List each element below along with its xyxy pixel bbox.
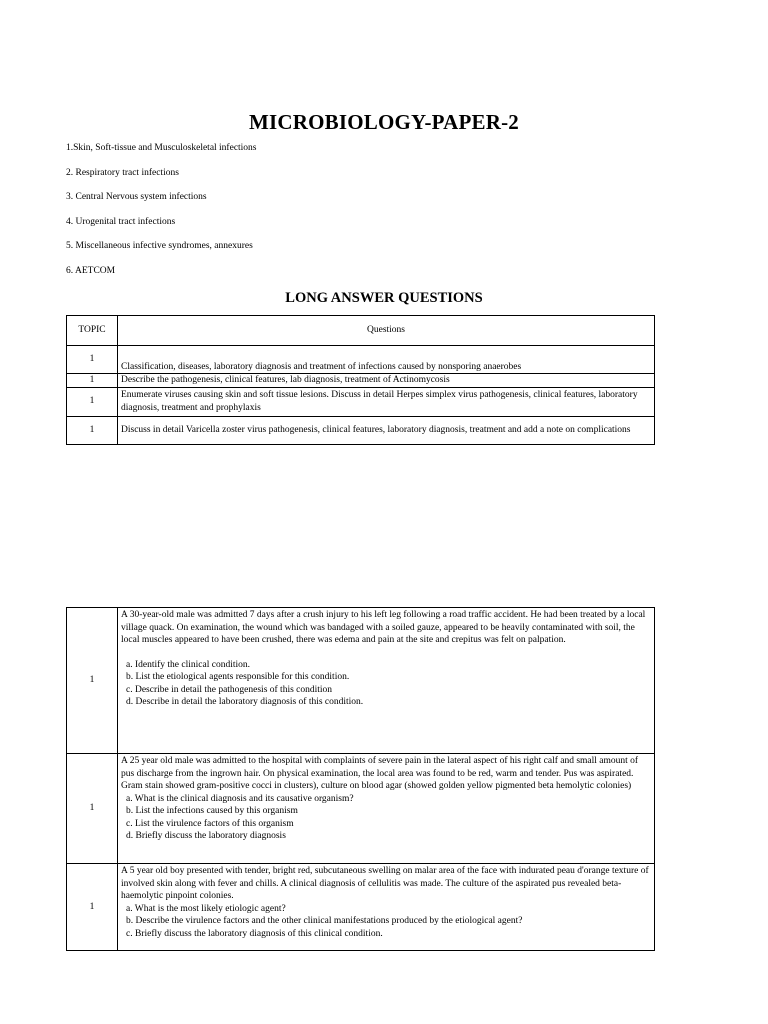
question-item: c. List the virulence factors of this organism: [126, 818, 294, 829]
page-title: MICROBIOLOGY-PAPER-2: [248, 110, 519, 134]
question-item: a. What is the clinical diagnosis and its causative organism?: [126, 793, 354, 804]
topic-item: 1.Skin, Soft-tissue and Musculoskeletal infections: [66, 143, 257, 153]
column-header-topic: TOPIC: [67, 316, 118, 346]
case-text: A 25 year old male was admitted to the hospital with complaints of severe pain in the lateral aspect of his right calf and small amount of pus discharge from the ingrown hair. On physical examination, the local area was found to be red, warm and tender. Pus was aspirated. Gram stain showed gram-positive cocci in clusters), culture on blood agar (showed golden yellow pigmented beta hemolytic colonies): [121, 756, 639, 791]
table-row: [67, 374, 655, 388]
case-row: [67, 608, 655, 754]
question-item: b. Describe the virulence factors and the other clinical manifestations produced by the etiological agent?: [126, 916, 523, 926]
topic-cell: 1: [67, 864, 118, 951]
question-cell: Classification, diseases, laboratory diagnosis and treatment of infections caused by nonsporing anaerobes: [118, 346, 655, 374]
question-list: [121, 659, 651, 709]
topic-list: [66, 142, 257, 290]
question-item: a. What is the most likely etiologic agent?: [126, 903, 286, 914]
topic-item: 5. Miscellaneous infective syndromes, annexures: [66, 241, 253, 252]
long-answer-table: [66, 315, 655, 445]
question-list: [121, 793, 651, 843]
question-item: b. List the etiological agents responsible for this condition.: [126, 672, 350, 682]
topic-cell: 1: [67, 416, 118, 444]
question-cell: Describe the pathogenesis, clinical features, lab diagnosis, treatment of Actinomycosis: [118, 374, 655, 388]
case-cell: [118, 754, 655, 864]
question-item: a. Identify the clinical condition.: [126, 659, 250, 670]
case-text: A 30-year-old male was admitted 7 days after a crush injury to his left leg following a road traffic accident. He had been treated by a local village quack. On examination, the wound which was bandaged with a soiled gauze, appeared to be heavily contaminated with soil, the local muscles appeared to have been crushed, there was edema and pain at the site and crepitus was felt on palpation.: [121, 610, 646, 645]
topic-cell: 1: [67, 387, 118, 416]
question-cell: Discuss in detail Varicella zoster virus pathogenesis, clinical features, laboratory diagnosis, treatment and add a note on complications: [118, 416, 655, 444]
topic-cell: 1: [67, 374, 118, 388]
question-item: d. Describe in detail the laboratory diagnosis of this condition.: [126, 697, 364, 707]
question-item: d. Briefly discuss the laboratory diagnosis: [126, 831, 286, 841]
column-header-questions: Questions: [118, 316, 655, 346]
table-row: [67, 387, 655, 416]
table-row: [67, 346, 655, 374]
question-cell: Enumerate viruses causing skin and soft tissue lesions. Discuss in detail Herpes simplex virus pathogenesis, clinical features, laboratory diagnosis, treatment and prophylaxis: [118, 387, 655, 416]
question-list: [121, 903, 651, 941]
case-cell: [118, 864, 655, 951]
topic-item: 4. Urogenital tract infections: [66, 216, 176, 227]
table-row: [67, 416, 655, 444]
question-item: c. Briefly discuss the laboratory diagnosis of this clinical condition.: [126, 928, 383, 939]
long-answer-heading: LONG ANSWER QUESTIONS: [285, 290, 483, 306]
question-item: b. List the infections caused by this organism: [126, 806, 298, 816]
topic-cell: 1: [67, 608, 118, 754]
table-header-row: [67, 316, 655, 346]
case-text: A 5 year old boy presented with tender, bright red, subcutaneous swelling on malar area of the face with indurated peau d'orange texture of involved skin along with fever and chills. A clinical diagnosis of cellulitis was made. The culture of the aspirated pus revealed beta-haemolytic pinpoint colonies.: [121, 866, 649, 901]
spacer: [121, 647, 651, 659]
topic-item: 6. AETCOM: [66, 265, 116, 276]
case-row: [67, 864, 655, 951]
case-row: [67, 754, 655, 864]
question-item: c. Describe in detail the pathogenesis of this condition: [126, 684, 333, 695]
topic-cell: 1: [67, 754, 118, 864]
topic-item: 2. Respiratory tract infections: [66, 167, 179, 178]
topic-item: 3. Central Nervous system infections: [66, 192, 207, 203]
case-study-table: [66, 607, 655, 951]
case-cell: [118, 608, 655, 754]
topic-cell: 1: [67, 346, 118, 374]
